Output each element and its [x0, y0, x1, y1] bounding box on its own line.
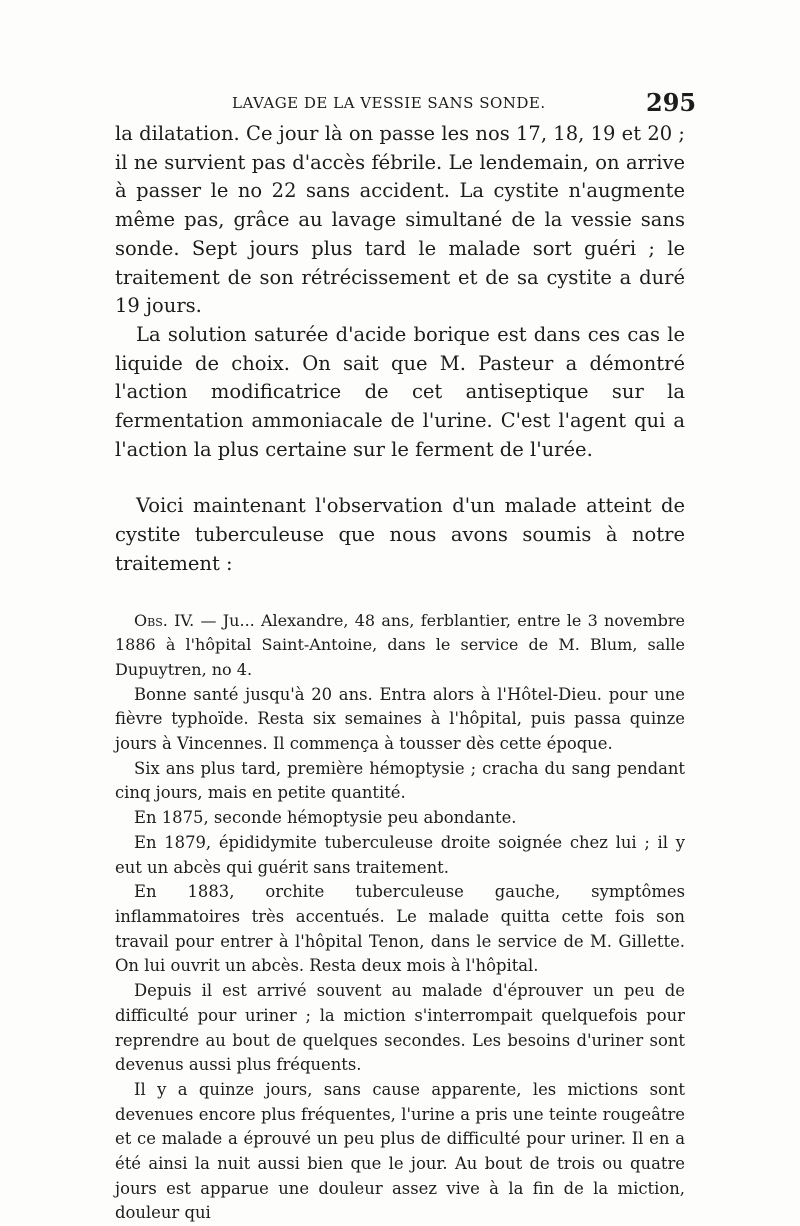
observation-paragraph: En 1879, épididymite tuberculeuse droite soignée chez lui ; il y eut un abcès qui guérit sans traitement. — [115, 832, 685, 877]
observation-label: Obs. IV. — [134, 610, 195, 630]
body-text — [115, 120, 685, 1226]
observation-paragraph: Bonne santé jusqu'à 20 ans. Entra alors à l'Hôtel-Dieu. pour une fièvre typhoïde. Resta six semaines à l'hôpital, puis passa quinze jours à Vincennes. Il commença à tousser dès cette époque. — [115, 684, 685, 754]
paragraph-continuation: la dilatation. Ce jour là on passe les nos 17, 18, 19 et 20 ; il ne survient pas d'accès fébrile. Le lendemain, on arrive à passer le no 22 sans accident. La cystite n'augmente même pas, grâce au lavage simultané de la vessie sans sonde. Sept jours plus tard le malade sort guéri ; le traitement de son rétrécissement et de sa cystite a duré 19 jours. — [115, 122, 685, 318]
page-header — [0, 88, 800, 118]
observation-paragraph: Depuis il est arrivé souvent au malade d'éprouver un peu de difficulté pour uriner ; la miction s'interrompait quelquefois pour reprendre au bout de quelques secondes. Les besoins d'uriner sont devenus aussi plus fréquents. — [115, 981, 685, 1075]
observation-intro-text: — Ju... Alexandre, 48 ans, ferblantier, entre le 3 novembre 1886 à l'hôpital Saint-Antoine, dans le service de M. Blum, salle Dupuytren, no 4. — [115, 610, 686, 679]
paragraph-observation-intro: Voici maintenant l'observation d'un malade atteint de cystite tuberculeuse que nous avons soumis à notre traitement : — [115, 494, 685, 575]
observation-paragraph: En 1883, orchite tuberculeuse gauche, symptômes inflammatoires très accentués. Le malade quitta cette fois son travail pour entrer à l'hôpital Tenon, dans le service de M. Gillette. On lui ouvrit un abcès. Resta deux mois à l'hôpital. — [115, 882, 685, 976]
observation-heading-paragraph — [115, 609, 685, 683]
main-text — [115, 120, 685, 579]
observation-paragraph: Six ans plus tard, première hémoptysie ; cracha du sang pendant cinq jours, mais en petite quantité. — [115, 758, 685, 803]
page-number: 295 — [646, 88, 697, 117]
observation-paragraph: Il y a quinze jours, sans cause apparente, les mictions sont devenues encore plus fréquentes, l'urine a pris une teinte rougeâtre et ce malade a éprouvé un peu plus de difficulté pour uriner. Il en a été ainsi la nuit aussi bien que le jour. Au bout de trois ou quatre jours est apparue une douleur assez vive à la fin de la miction, douleur qui — [115, 1079, 685, 1223]
observation-block — [115, 609, 685, 1226]
paragraph-boric-acid: La solution saturée d'acide borique est dans ces cas le liquide de choix. On sait que M. Pasteur a démontré l'action modificatrice de cet antiseptique sur la fermentation ammoniacale de l'urine. C'est l'agent qui a l'action la plus certaine sur le ferment de l'urée. — [115, 322, 685, 461]
observation-paragraph: En 1875, seconde hémoptysie peu abondante. — [134, 808, 517, 828]
running-title: LAVAGE DE LA VESSIE SANS SONDE. — [232, 94, 546, 112]
